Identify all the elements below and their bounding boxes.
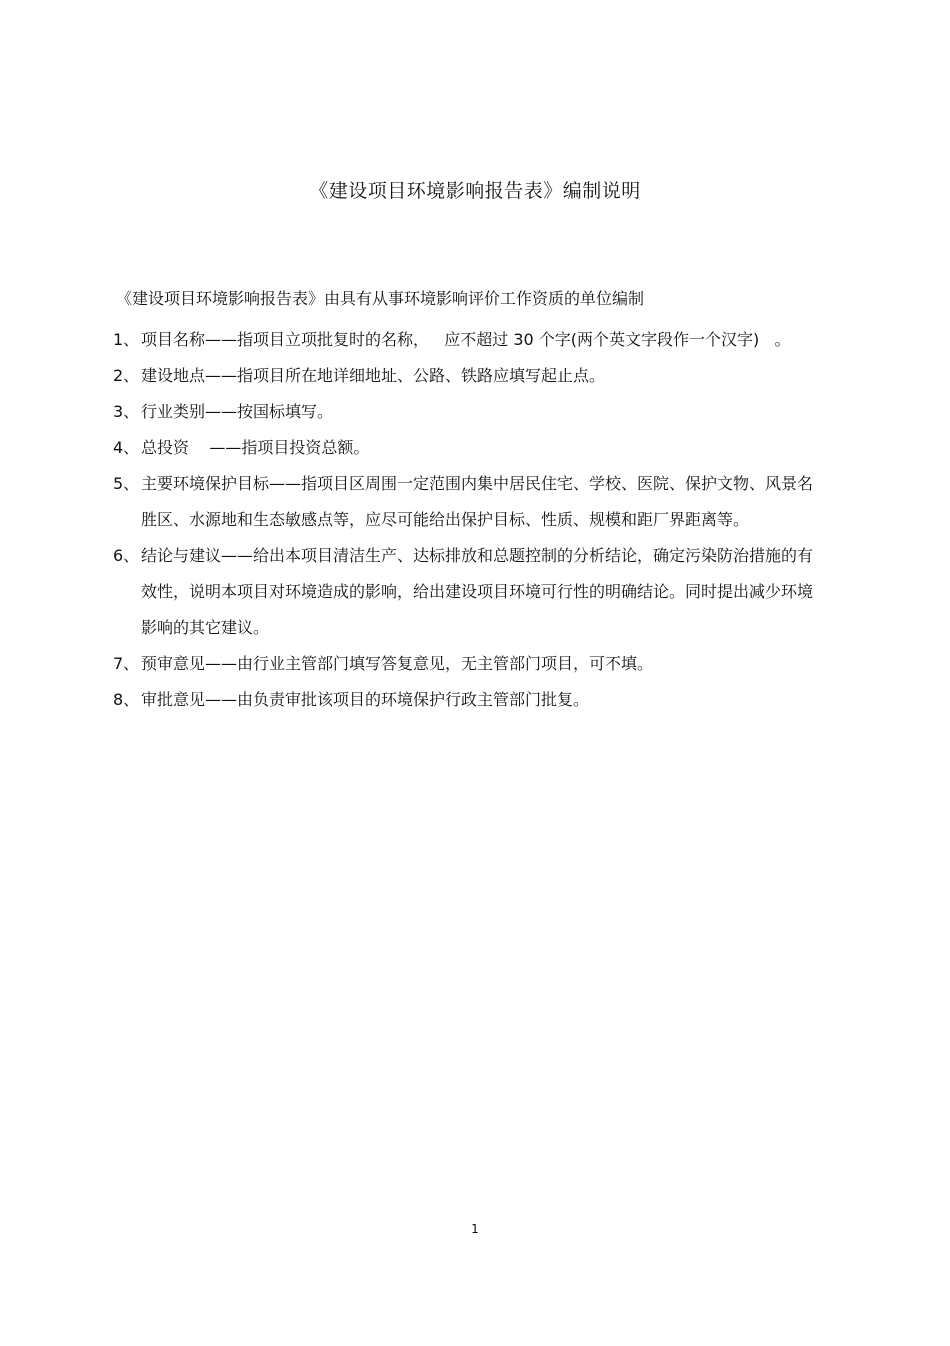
page-number: 1: [471, 1222, 479, 1236]
item-number: 5、: [113, 474, 140, 493]
item-number: 1、: [113, 330, 140, 349]
item-number: 8、: [113, 690, 140, 709]
intro-paragraph: 《建设项目环境影响报告表》由具有从事环境影响评价工作资质的单位编制: [116, 289, 645, 308]
list-item: [113, 322, 873, 358]
item-text: 项目名称——指项目立项批复时的名称， 应不超过 30 个字(两个英文字段作一个汉字) 。: [141, 330, 791, 349]
instruction-list: [113, 322, 873, 718]
list-item: [113, 646, 873, 682]
document-title: 《建设项目环境影响报告表》编制说明: [309, 180, 641, 202]
item-text: 建设地点——指项目所在地详细地址、公路、铁路应填写起止点。: [141, 366, 606, 385]
item-text: 行业类别——按国标填写。: [141, 402, 334, 421]
item-number: 7、: [113, 654, 140, 673]
item-number: 3、: [113, 402, 140, 421]
item-text: 预审意见——由行业主管部门填写答复意见，无主管部门项目，可不填。: [141, 654, 654, 673]
item-number: 2、: [113, 366, 140, 385]
item-text: 审批意见——由负责审批该项目的环境保护行政主管部门批复。: [141, 690, 590, 709]
list-item: [113, 394, 873, 430]
list-item: [113, 358, 873, 394]
item-number: 4、: [113, 438, 140, 457]
list-item: [113, 430, 873, 466]
item-number: 6、: [113, 546, 140, 565]
list-item: [113, 538, 873, 646]
item-text: 主要环境保护目标——指项目区周围一定范围内集中居民住宅、学校、医院、保护文物、风景名胜区、水源地和生态敏感点等，应尽可能给出保护目标、性质、规模和距厂界距离等。: [141, 474, 814, 529]
list-item: [113, 466, 873, 538]
item-text: 总投资 ——指项目投资总额。: [141, 438, 370, 457]
list-item: [113, 682, 873, 718]
item-text: 结论与建议——给出本项目清洁生产、达标排放和总题控制的分析结论，确定污染防治措施的有效性，说明本项目对环境造成的影响，给出建设项目环境可行性的明确结论。同时提出减少环境影响的其它建议。: [141, 546, 814, 637]
